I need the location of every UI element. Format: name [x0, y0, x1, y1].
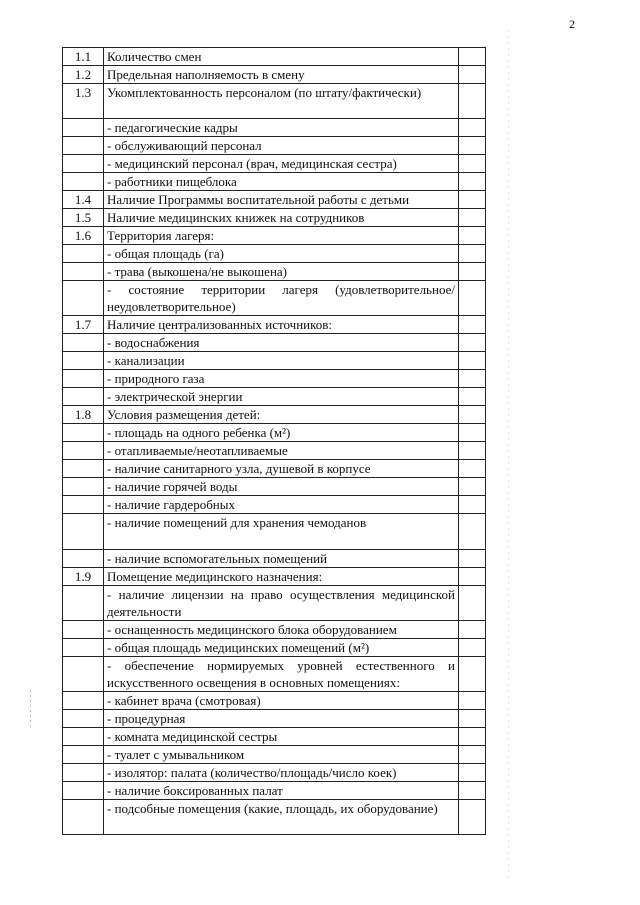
item-number [63, 119, 104, 137]
item-number [63, 478, 104, 496]
item-value-cell[interactable] [459, 388, 486, 406]
item-number: 1.6 [63, 227, 104, 245]
item-value-cell[interactable] [459, 352, 486, 370]
item-value-cell[interactable] [459, 710, 486, 728]
item-value-cell[interactable] [459, 478, 486, 496]
item-text: - туалет с умывальником [104, 746, 459, 764]
item-text: - обеспечение нормируемых уровней естественного и искусственного освещения в основных помещениях: [104, 657, 459, 692]
item-number [63, 155, 104, 173]
item-number [63, 514, 104, 550]
table-row [63, 568, 486, 586]
item-value-cell[interactable] [459, 550, 486, 568]
table-row [63, 137, 486, 155]
table-row [63, 657, 486, 692]
item-value-cell[interactable] [459, 639, 486, 657]
table-row [63, 245, 486, 263]
item-text: - наличие лицензии на право осуществления медицинской деятельности [104, 586, 459, 621]
item-number: 1.8 [63, 406, 104, 424]
item-text: - обслуживающий персонал [104, 137, 459, 155]
table-row [63, 710, 486, 728]
table-row [63, 370, 486, 388]
item-number [63, 746, 104, 764]
item-text: - общая площадь (га) [104, 245, 459, 263]
item-value-cell[interactable] [459, 334, 486, 352]
item-text: - кабинет врача (смотровая) [104, 692, 459, 710]
item-number [63, 388, 104, 406]
item-number [63, 639, 104, 657]
item-text: - оснащенность медицинского блока оборудованием [104, 621, 459, 639]
item-text: - комната медицинской сестры [104, 728, 459, 746]
table-row [63, 316, 486, 334]
table-row [63, 281, 486, 316]
item-value-cell[interactable] [459, 728, 486, 746]
table-row [63, 173, 486, 191]
item-value-cell[interactable] [459, 514, 486, 550]
item-number [63, 586, 104, 621]
item-number [63, 692, 104, 710]
item-value-cell[interactable] [459, 746, 486, 764]
page-number: 2 [569, 17, 575, 31]
item-number [63, 496, 104, 514]
item-text: Наличие Программы воспитательной работы с детьми [104, 191, 459, 209]
table-row [63, 800, 486, 835]
item-number: 1.2 [63, 66, 104, 84]
item-number [63, 263, 104, 281]
item-number [63, 782, 104, 800]
item-value-cell[interactable] [459, 48, 486, 66]
table-row [63, 48, 486, 66]
item-number: 1.7 [63, 316, 104, 334]
item-text: Наличие медицинских книжек на сотрудников [104, 209, 459, 227]
item-text: Наличие централизованных источников: [104, 316, 459, 334]
item-value-cell[interactable] [459, 568, 486, 586]
item-number [63, 281, 104, 316]
table-row [63, 334, 486, 352]
item-text: - водоснабжения [104, 334, 459, 352]
item-number [63, 800, 104, 835]
table-row [63, 263, 486, 281]
table-row [63, 639, 486, 657]
inspection-table [62, 47, 486, 835]
item-number [63, 621, 104, 639]
item-value-cell[interactable] [459, 245, 486, 263]
table-row [63, 84, 486, 119]
item-text: - работники пищеблока [104, 173, 459, 191]
item-number [63, 710, 104, 728]
item-number [63, 550, 104, 568]
item-text: - наличие вспомогательных помещений [104, 550, 459, 568]
item-text: Помещение медицинского назначения: [104, 568, 459, 586]
item-value-cell[interactable] [459, 66, 486, 84]
table-row [63, 66, 486, 84]
item-value-cell[interactable] [459, 460, 486, 478]
item-value-cell[interactable] [459, 281, 486, 316]
item-number [63, 352, 104, 370]
item-text: - наличие гардеробных [104, 496, 459, 514]
item-text: - изолятор: палата (количество/площадь/число коек) [104, 764, 459, 782]
item-text: - подсобные помещения (какие, площадь, их оборудование) [104, 800, 459, 835]
item-value-cell[interactable] [459, 84, 486, 119]
item-number: 1.9 [63, 568, 104, 586]
item-text: - процедурная [104, 710, 459, 728]
item-number [63, 245, 104, 263]
item-number [63, 137, 104, 155]
item-text: - природного газа [104, 370, 459, 388]
item-value-cell[interactable] [459, 692, 486, 710]
table-row [63, 119, 486, 137]
item-value-cell[interactable] [459, 764, 486, 782]
item-text: - наличие помещений для хранения чемоданов [104, 514, 459, 550]
scan-artifact-mark [30, 690, 31, 730]
item-text: - наличие боксированных палат [104, 782, 459, 800]
item-text: - наличие санитарного узла, душевой в корпусе [104, 460, 459, 478]
item-text: - медицинский персонал (врач, медицинская сестра) [104, 155, 459, 173]
item-value-cell[interactable] [459, 621, 486, 639]
item-number [63, 173, 104, 191]
item-value-cell[interactable] [459, 227, 486, 245]
item-number: 1.5 [63, 209, 104, 227]
item-value-cell[interactable] [459, 586, 486, 621]
table-row [63, 496, 486, 514]
table-row [63, 406, 486, 424]
item-text: Территория лагеря: [104, 227, 459, 245]
item-text: - канализации [104, 352, 459, 370]
item-value-cell[interactable] [459, 782, 486, 800]
table-row [63, 352, 486, 370]
item-number [63, 424, 104, 442]
table-row [63, 155, 486, 173]
item-value-cell[interactable] [459, 424, 486, 442]
table-row [63, 460, 486, 478]
item-value-cell[interactable] [459, 316, 486, 334]
item-value-cell[interactable] [459, 370, 486, 388]
item-text: - электрической энергии [104, 388, 459, 406]
item-value-cell[interactable] [459, 137, 486, 155]
table-row [63, 586, 486, 621]
table-row [63, 191, 486, 209]
item-text: - трава (выкошена/не выкошена) [104, 263, 459, 281]
table-row [63, 478, 486, 496]
table-row [63, 227, 486, 245]
table-row [63, 424, 486, 442]
item-number [63, 370, 104, 388]
item-value-cell[interactable] [459, 496, 486, 514]
item-text: Количество смен [104, 48, 459, 66]
item-text: Предельная наполняемость в смену [104, 66, 459, 84]
item-value-cell[interactable] [459, 442, 486, 460]
table-row [63, 782, 486, 800]
item-number: 1.4 [63, 191, 104, 209]
item-text: - площадь на одного ребенка (м²) [104, 424, 459, 442]
item-value-cell[interactable] [459, 657, 486, 692]
item-number [63, 728, 104, 746]
item-number: 1.3 [63, 84, 104, 119]
table-row [63, 209, 486, 227]
item-number [63, 764, 104, 782]
scan-artifact-line [508, 30, 509, 880]
item-value-cell[interactable] [459, 406, 486, 424]
item-text: - состояние территории лагеря (удовлетворительное/неудовлетворительное) [104, 281, 459, 316]
table-row [63, 728, 486, 746]
table-row [63, 550, 486, 568]
item-value-cell[interactable] [459, 155, 486, 173]
item-number [63, 442, 104, 460]
item-text: - отапливаемые/неотапливаемые [104, 442, 459, 460]
table-row [63, 442, 486, 460]
item-text: Укомплектованность персоналом (по штату/фактически) [104, 84, 459, 119]
item-text: Условия размещения детей: [104, 406, 459, 424]
item-text: - общая площадь медицинских помещений (м²) [104, 639, 459, 657]
item-number [63, 657, 104, 692]
item-value-cell[interactable] [459, 800, 486, 835]
table-row [63, 746, 486, 764]
table-row [63, 388, 486, 406]
item-number [63, 460, 104, 478]
item-text: - педагогические кадры [104, 119, 459, 137]
item-value-cell[interactable] [459, 173, 486, 191]
item-value-cell[interactable] [459, 191, 486, 209]
item-number: 1.1 [63, 48, 104, 66]
item-value-cell[interactable] [459, 209, 486, 227]
item-value-cell[interactable] [459, 263, 486, 281]
item-number [63, 334, 104, 352]
table-row [63, 764, 486, 782]
table-row [63, 692, 486, 710]
item-value-cell[interactable] [459, 119, 486, 137]
table-row [63, 621, 486, 639]
item-text: - наличие горячей воды [104, 478, 459, 496]
table-row [63, 514, 486, 550]
